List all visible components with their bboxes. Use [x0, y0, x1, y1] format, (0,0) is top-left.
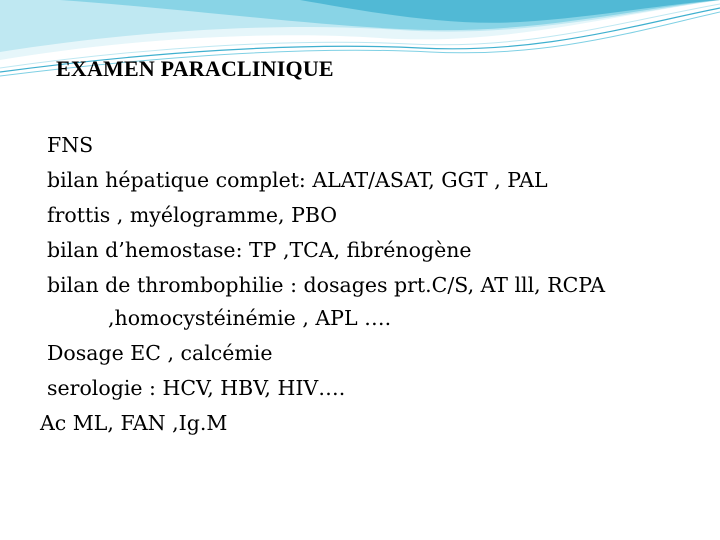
list-item — [0, 406, 720, 441]
list-item-continuation: ,homocystéinémie , APL …. — [108, 306, 392, 330]
list-item — [0, 128, 720, 163]
list-item — [0, 268, 720, 336]
list-item-text: serologie : HCV, HBV, HIV…. — [47, 376, 346, 400]
list-item-text: Dosage EC , calcémie — [47, 341, 273, 365]
list-item — [0, 336, 720, 371]
list-item-text: bilan hépatique complet: ALAT/ASAT, GGT , PAL — [47, 168, 548, 192]
list-item — [0, 198, 720, 233]
list-item-text: FNS — [47, 133, 94, 157]
list-item — [0, 371, 720, 406]
list-item-text: bilan de thrombophilie : dosages prt.C/S, AT lll, RCPA — [47, 273, 606, 297]
list-item-text: Ac ML, FAN ,Ig.M — [40, 411, 228, 435]
list-item — [0, 163, 720, 198]
list-item-text: bilan d’hemostase: TP ,TCA, fibrénogène — [47, 238, 472, 262]
exam-list — [0, 128, 720, 441]
list-item-text: frottis , myélogramme, PBO — [47, 203, 338, 227]
list-item — [0, 233, 720, 268]
slide-title: EXAMEN PARACLINIQUE — [56, 56, 334, 81]
